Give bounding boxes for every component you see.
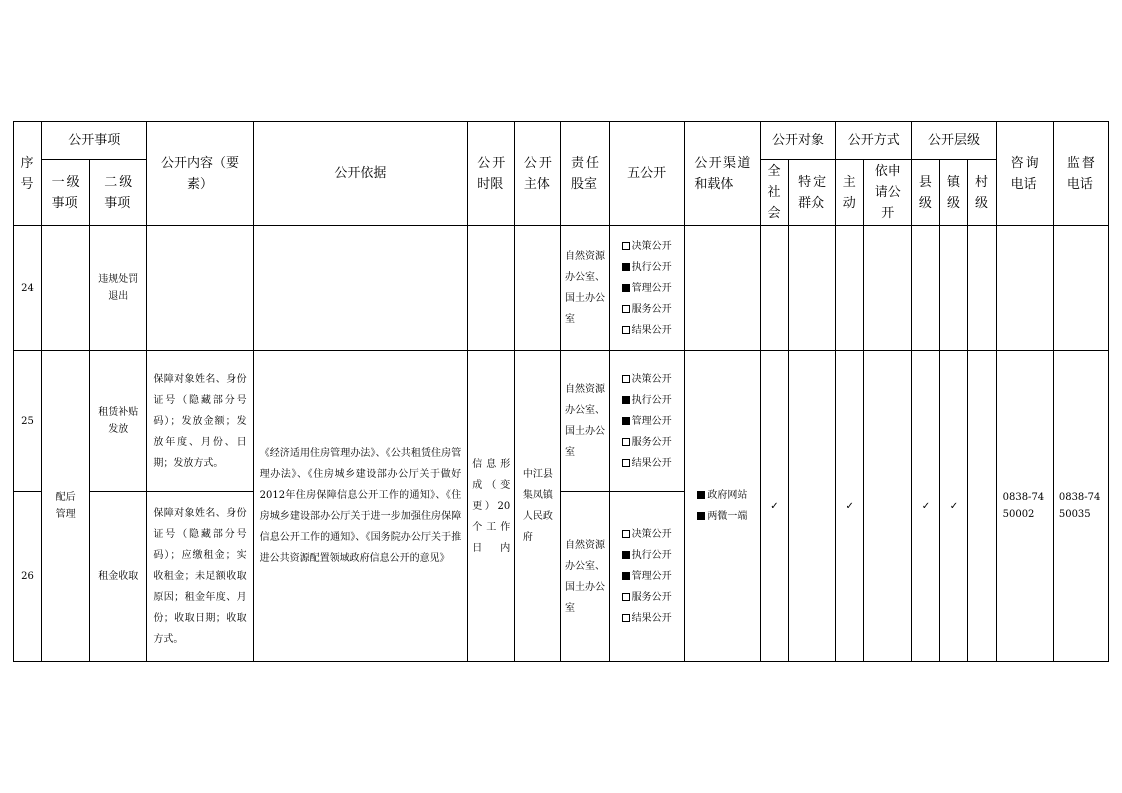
group-mode-apply (864, 351, 912, 662)
header-target: 公开对象 (760, 122, 835, 160)
row-mode-apply (864, 226, 912, 351)
checkbox-icon (622, 326, 630, 334)
five-open-item: 执行公开 (622, 390, 672, 411)
row-target-all (760, 226, 788, 351)
disclosure-table (13, 121, 1109, 662)
row-resp-unit: 自然资源办公室、国土办公室 (561, 351, 609, 492)
five-open-item: 执行公开 (622, 257, 672, 278)
channel-item: 政府网站 (697, 485, 747, 506)
five-open-item: 服务公开 (622, 587, 672, 608)
channel-item: 两微一端 (697, 506, 747, 527)
row-level-town (940, 226, 968, 351)
row-five-open (609, 351, 684, 492)
checkbox-icon (697, 491, 705, 499)
five-open-item: 管理公开 (622, 411, 672, 432)
header-seq: 序号 (14, 122, 42, 226)
group-level1: 配后管理 (42, 351, 90, 662)
header-mode-apply: 依申请公开 (864, 160, 912, 226)
header-time-limit: 公开时限 (468, 122, 515, 226)
header-mode: 公开方式 (836, 122, 912, 160)
group-time-limit: 信息形成（变更）20个工作日内 (468, 351, 515, 662)
checkbox-icon (622, 375, 630, 383)
group-channel (684, 351, 760, 662)
header-five-open: 五公开 (609, 122, 684, 226)
checkbox-icon (622, 459, 630, 467)
header-content: 公开内容（要素） (147, 122, 253, 226)
row-five-open (609, 226, 684, 351)
header-target-specific: 特定群众 (789, 160, 836, 226)
header-subject: 公开主体 (515, 122, 561, 226)
group-target-all: ✓ (760, 351, 788, 662)
checkbox-icon (622, 551, 630, 559)
row-content: 保障对象姓名、身份证号（隐藏部分号码）；应缴租金；实收租金；未足额收取原因；租金年度、月份；收取日期；收取方式。 (147, 492, 253, 662)
header-consult-phone: 咨询电话 (996, 122, 1053, 226)
group-subject: 中江县集凤镇人民政府 (515, 351, 561, 662)
header-mode-active: 主动 (836, 160, 864, 226)
header-target-all: 全社会 (760, 160, 788, 226)
header-level1: 一级事项 (42, 160, 90, 226)
checkbox-icon (622, 593, 630, 601)
row-seq: 25 (14, 351, 42, 492)
checkbox-icon (622, 530, 630, 538)
header-level-town: 镇级 (940, 160, 968, 226)
row-level-county (912, 226, 940, 351)
five-open-item: 服务公开 (622, 432, 672, 453)
row-target-specific (789, 226, 836, 351)
header-levels: 公开层级 (912, 122, 996, 160)
row-mode-active (836, 226, 864, 351)
group-basis: 《经济适用住房管理办法》、《公共租赁住房管理办法》、《住房城乡建设部办公厅关于做好2012年住房保障信息公开工作的通知》、《住房城乡建设部办公厅关于进一步加强住房保障信息公开工作的通知》、《国务院办公厅关于推进公共资源配置领域政府信息公开的意见》 (253, 351, 468, 662)
group-target-specific (789, 351, 836, 662)
row-resp-unit: 自然资源办公室、国土办公室 (561, 226, 609, 351)
row-level2: 租金收取 (90, 492, 147, 662)
header-basis: 公开依据 (253, 122, 468, 226)
checkbox-icon (622, 614, 630, 622)
header-level-county: 县级 (912, 160, 940, 226)
checkbox-icon (622, 284, 630, 292)
row-level2: 违规处罚退出 (90, 226, 147, 351)
five-open-item: 结果公开 (622, 453, 672, 474)
row-supervise-phone (1053, 226, 1108, 351)
checkbox-icon (622, 305, 630, 313)
checkbox-icon (697, 512, 705, 520)
group-supervise-phone: 0838-7450035 (1053, 351, 1108, 662)
group-mode-active: ✓ (836, 351, 864, 662)
checkbox-icon (622, 438, 630, 446)
group-level-village (968, 351, 996, 662)
checkbox-icon (622, 572, 630, 580)
table-row (14, 351, 1109, 492)
table-row (14, 226, 1109, 351)
checkbox-icon (622, 396, 630, 404)
five-open-item: 决策公开 (622, 524, 672, 545)
five-open-item: 管理公开 (622, 566, 672, 587)
five-open-item: 决策公开 (622, 236, 672, 257)
checkbox-icon (622, 263, 630, 271)
row-level-village (968, 226, 996, 351)
five-open-item: 服务公开 (622, 299, 672, 320)
row-time-limit (468, 226, 515, 351)
group-level-town: ✓ (940, 351, 968, 662)
five-open-item: 决策公开 (622, 369, 672, 390)
header-matter: 公开事项 (42, 122, 147, 160)
row-seq: 26 (14, 492, 42, 662)
row-seq: 24 (14, 226, 42, 351)
row-channel (684, 226, 760, 351)
row-subject (515, 226, 561, 351)
header-level2: 二级事项 (90, 160, 147, 226)
row-consult-phone (996, 226, 1053, 351)
row-level1 (42, 226, 90, 351)
five-open-item: 结果公开 (622, 608, 672, 629)
checkbox-icon (622, 242, 630, 250)
five-open-item: 结果公开 (622, 320, 672, 341)
header-level-village: 村级 (968, 160, 996, 226)
row-content (147, 226, 253, 351)
five-open-item: 管理公开 (622, 278, 672, 299)
row-five-open (609, 492, 684, 662)
five-open-item: 执行公开 (622, 545, 672, 566)
row-level2: 租赁补贴发放 (90, 351, 147, 492)
row-content: 保障对象姓名、身份证号（隐藏部分号码）；发放金额；发放年度、月份、日期；发放方式。 (147, 351, 253, 492)
header-channel: 公开渠道和载体 (684, 122, 760, 226)
row-resp-unit: 自然资源办公室、国土办公室 (561, 492, 609, 662)
checkbox-icon (622, 417, 630, 425)
header-supervise-phone: 监督电话 (1053, 122, 1108, 226)
group-level-county: ✓ (912, 351, 940, 662)
header-resp-unit: 责任股室 (561, 122, 609, 226)
row-basis (253, 226, 468, 351)
group-consult-phone: 0838-7450002 (996, 351, 1053, 662)
